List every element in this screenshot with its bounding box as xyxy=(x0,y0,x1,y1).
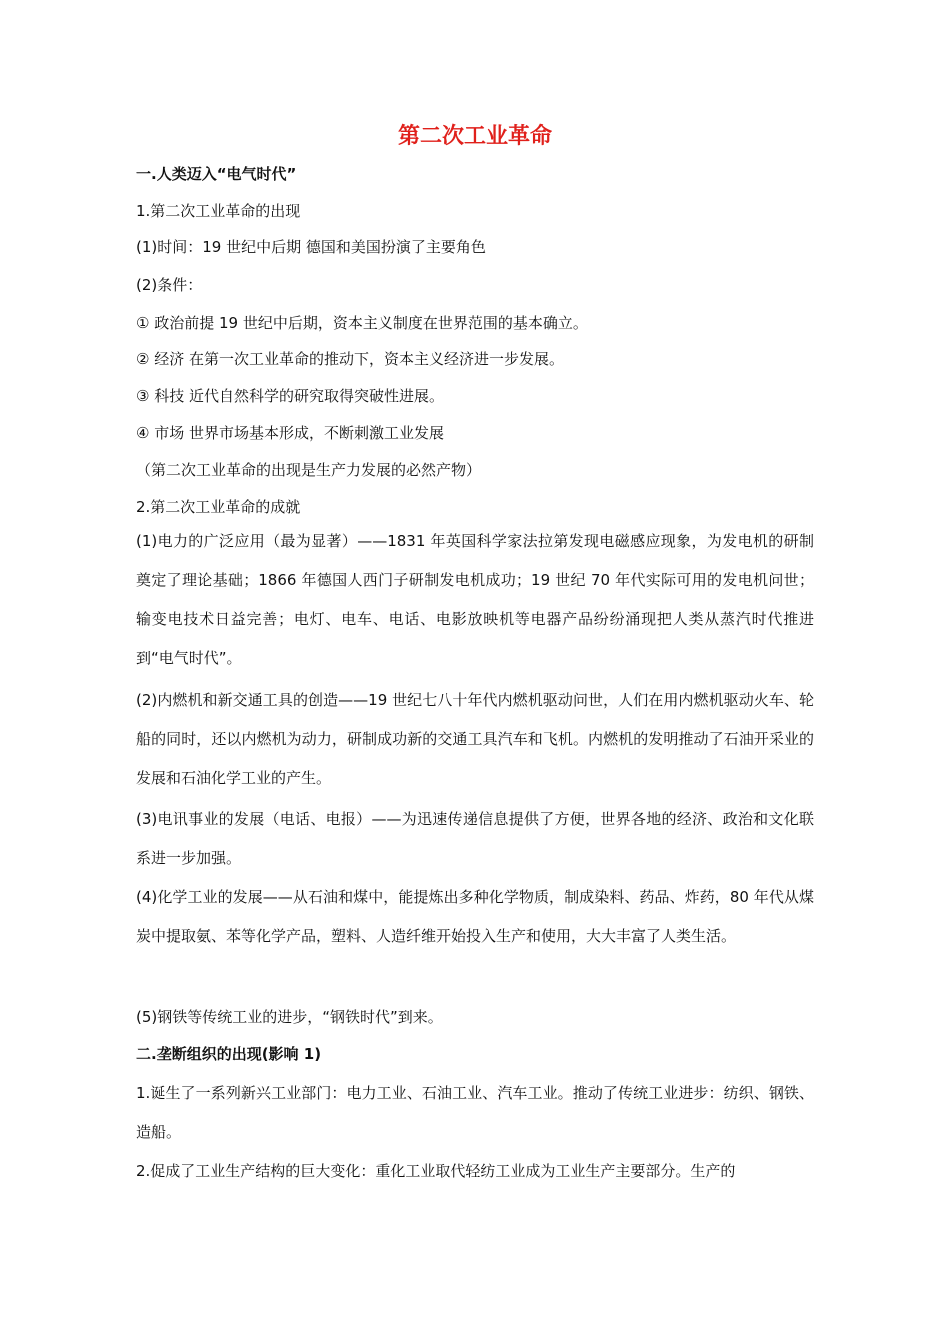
paragraph: (1)电力的广泛应用（最为显著）——1831 年英国科学家法拉第发现电磁感应现象，为发电机的研制奠定了理论基础；1866 年德国人西门子研制发电机成功；19 世纪 70 年代实际可用的发电机问世；输变电技术日益完善；电灯、电车、电话、电影放映机等电器产品纷纷涌现把人类从蒸汽时代推进到“电气时代”。 xyxy=(136,532,814,667)
text-line: (5)钢铁等传统工业的进步，“钢铁时代”到来。 xyxy=(136,1008,443,1026)
text-line: (2)条件： xyxy=(136,276,203,294)
subsection-heading: 2.第二次工业革命的成就 xyxy=(136,498,301,516)
text-line: ④ 市场 世界市场基本形成，不断刺激工业发展 xyxy=(136,424,444,442)
paragraph: (4)化学工业的发展——从石油和煤中，能提炼出多种化学物质，制成染料、药品、炸药，80 年代从煤炭中提取氨、苯等化学产品，塑料、人造纤维开始投入生产和使用，大大丰富了人类生活。 xyxy=(136,888,814,945)
paragraph: (2)内燃机和新交通工具的创造——19 世纪七八十年代内燃机驱动问世，人们在用内燃机驱动火车、轮船的同时，还以内燃机为动力，研制成功新的交通工具汽车和飞机。内燃机的发明推动了石油开采业的发展和石油化学工业的产生。 xyxy=(136,691,814,787)
subsection-heading: 1.第二次工业革命的出现 xyxy=(136,202,301,220)
section-2-heading: 二.垄断组织的出现(影响 1) xyxy=(136,1045,322,1063)
text-line: (1)时间：19 世纪中后期 德国和美国扮演了主要角色 xyxy=(136,238,486,256)
text-line: ③ 科技 近代自然科学的研究取得突破性进展。 xyxy=(136,387,444,405)
paragraph: 1.诞生了一系列新兴工业部门：电力工业、石油工业、汽车工业。推动了传统工业进步：纺织、钢铁、造船。 xyxy=(136,1084,814,1141)
section-1-heading: 一.人类迈入“电气时代” xyxy=(136,165,297,183)
document-title: 第二次工业革命 xyxy=(397,124,552,149)
text-line: （第二次工业革命的出现是生产力发展的必然产物） xyxy=(136,461,482,479)
paragraph: (3)电讯事业的发展（电话、电报）——为迅速传递信息提供了方便，世界各地的经济、政治和文化联系进一步加强。 xyxy=(136,810,814,867)
paragraph: 2.促成了工业生产结构的巨大变化：重化工业取代轻纺工业成为工业生产主要部分。生产的 xyxy=(136,1162,736,1180)
text-line: ② 经济 在第一次工业革命的推动下，资本主义经济进一步发展。 xyxy=(136,350,564,368)
text-line: ① 政治前提 19 世纪中后期，资本主义制度在世界范围的基本确立。 xyxy=(136,314,588,332)
